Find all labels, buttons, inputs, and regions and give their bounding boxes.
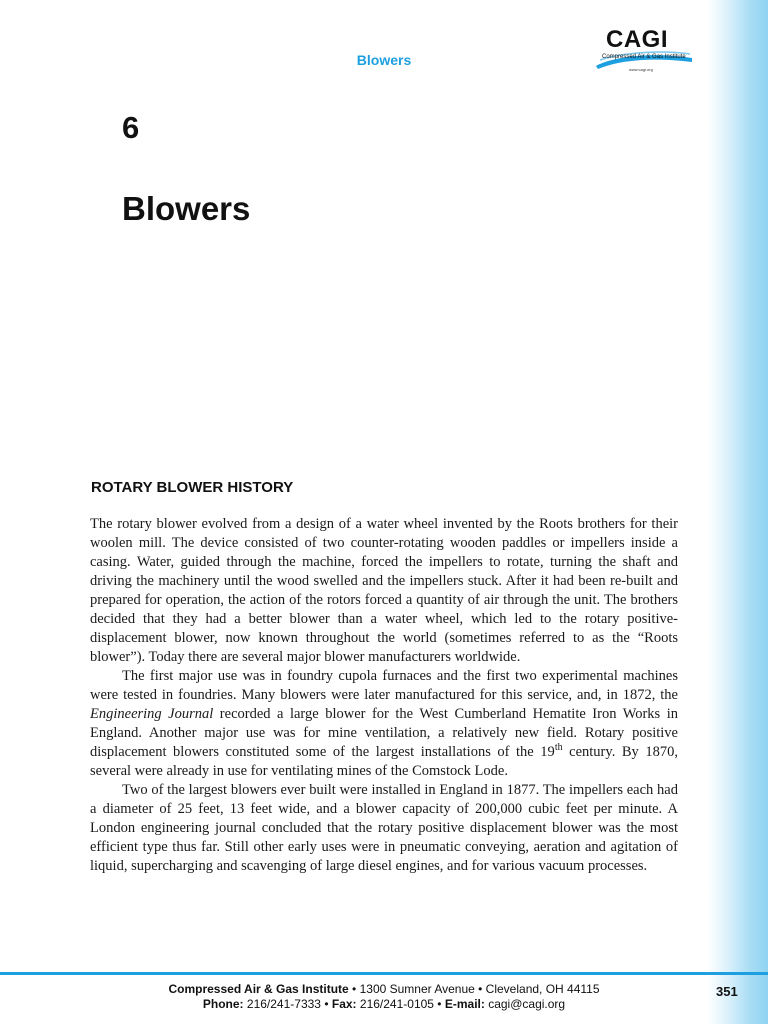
paragraph-2-part-1: The first major use was in foundry cupola furnaces and the first two experimental machines were tested in foundries. Many blowers were later manufactured for this service, and, in 1872, the	[90, 668, 678, 703]
footer-email[interactable]: cagi@cagi.org	[488, 997, 566, 1011]
decorative-side-strip	[708, 0, 768, 1024]
paragraph-2	[90, 667, 678, 781]
cagi-logo	[594, 26, 694, 76]
footer-org-name: Compressed Air & Gas Institute	[168, 982, 349, 996]
paragraph-2-part-2: recorded a large blower for the West Cumberland Hematite Iron Works in England. Another major use was for mine ventilation, a relatively new field. Rotary positive displacement blowers constituted some of the largest installations of the 19	[90, 706, 678, 760]
logo-subtitle: Compressed Air & Gas Institute	[602, 54, 686, 60]
footer-separator: •	[474, 982, 486, 996]
paragraph-3: Two of the largest blowers ever built were installed in England in 1877. The impellers each had a diameter of 25 feet, 13 feet wide, and a blower capacity of 200,000 cubic feet per minute. A London engineering journal concluded that the rotary positive displacement blower was the most efficient type thus far. Still other early uses were in pneumatic conveying, aeration and agitation of liquid, supercharging and scavenging of large diesel engines, and for various vacuum processes.	[90, 782, 678, 874]
body-text	[90, 515, 678, 876]
chapter-title: Blowers	[122, 190, 251, 227]
paragraph-2-part-3: century. By 1870, several were already in use for ventilating mines of the Comstock Lode.	[90, 744, 678, 779]
chapter-number: 6	[122, 110, 140, 145]
footer-address: 1300 Sumner Avenue	[359, 982, 475, 996]
ordinal-superscript: th	[554, 742, 563, 754]
footer-address-line	[0, 982, 768, 996]
footer-phone: 216/241-7333	[246, 997, 321, 1011]
page-number: 351	[716, 984, 738, 999]
footer-divider	[0, 972, 768, 975]
footer-separator: •	[433, 997, 445, 1011]
footer-fax: 216/241-0105	[359, 997, 434, 1011]
footer-separator: •	[320, 997, 332, 1011]
logo-wordmark: CAGI	[606, 26, 668, 53]
footer-fax-label: Fax:	[331, 997, 357, 1011]
footer-email-label: E-mail:	[444, 997, 485, 1011]
footer-contact-line	[0, 997, 768, 1011]
paragraph-1: The rotary blower evolved from a design of a water wheel invented by the Roots brothers for their woolen mill. The device consisted of two counter-rotating wooden paddles or impellers inside a casing. Water, guided through the machine, forced the impellers to rotate, turning the shaft and driving the machinery until the wood swelled and the impellers stuck. After it had been re-built and prepared for operation, the action of the rotors forced a quantity of air through the unit. The brothers decided that they had a better blower than a water wheel, which led to the rotary positive-displacement blower, now known throughout the world (sometimes referred to as the “Roots blower”). Today there are several major blower manufacturers worldwide.	[90, 516, 678, 665]
footer-phone-label: Phone:	[202, 997, 244, 1011]
running-header-title: Blowers	[356, 52, 412, 68]
footer-separator: •	[348, 982, 360, 996]
section-heading: ROTARY BLOWER HISTORY	[91, 479, 294, 496]
logo-url: www.cagi.org	[629, 67, 653, 72]
journal-title: Engineering Journal	[90, 706, 214, 722]
footer-city: Cleveland, OH 44115	[485, 982, 600, 996]
